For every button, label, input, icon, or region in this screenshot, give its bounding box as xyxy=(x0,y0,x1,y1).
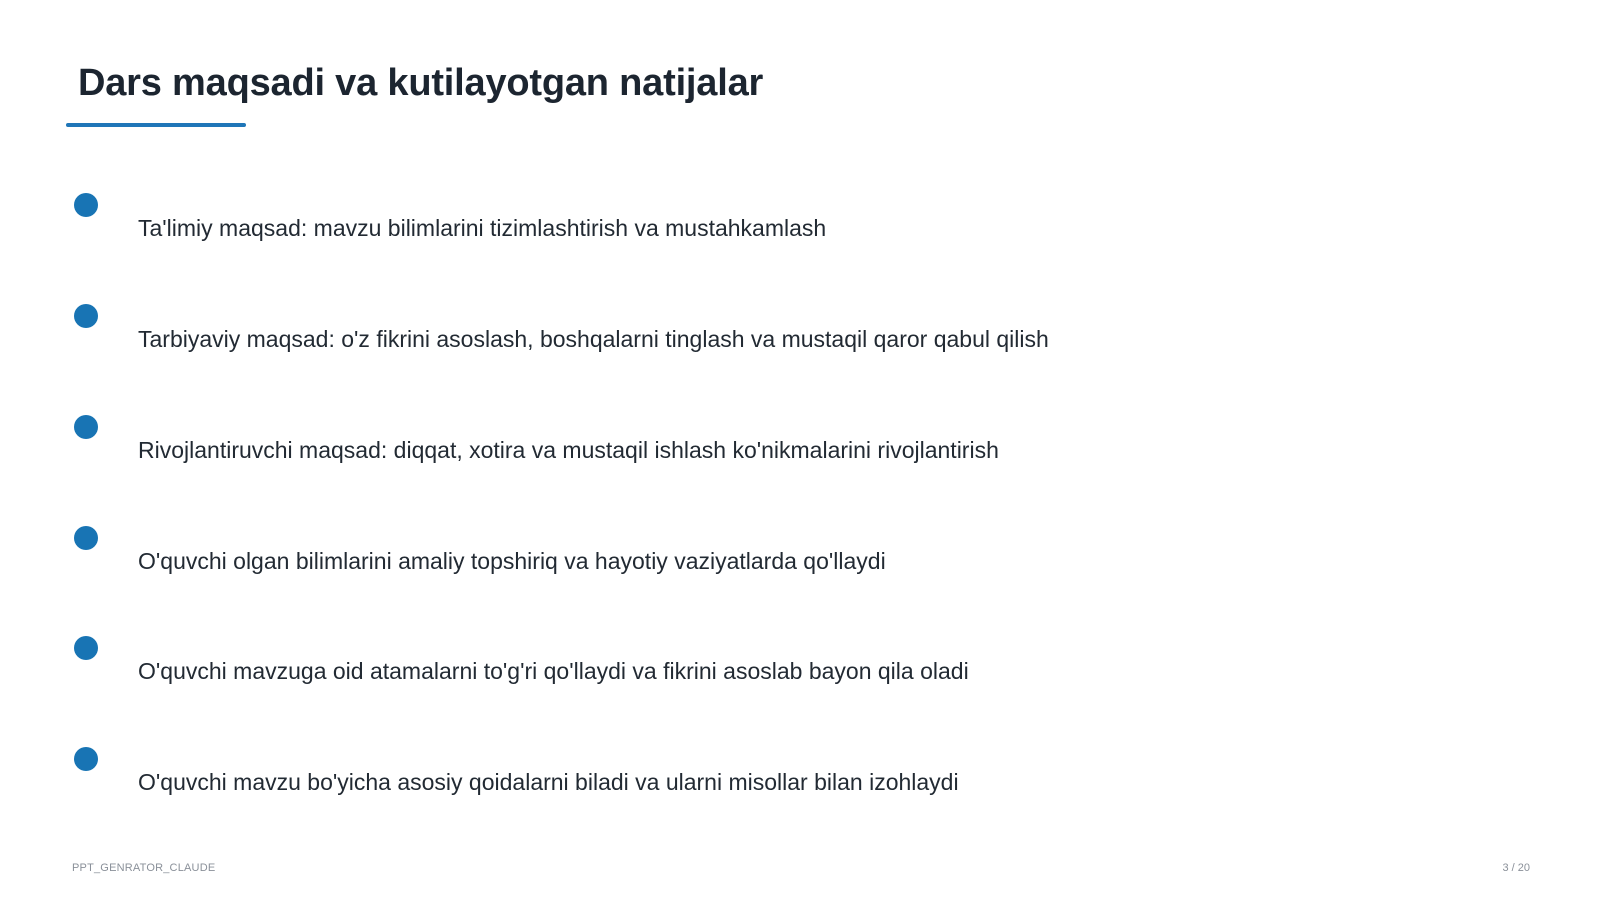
list-item xyxy=(0,636,1600,696)
list-item xyxy=(0,304,1600,364)
bullet-text: Tarbiyaviy maqsad: o'z fikrini asoslash, boshqalarni tinglash va mustaqil qaror qabul qilish xyxy=(138,326,1049,352)
footer-generator-label: PPT_GENRATOR_CLAUDE xyxy=(72,862,216,874)
bullet-text: O'quvchi mavzu bo'yicha asosiy qoidalarni biladi va ularni misollar bilan izohlaydi xyxy=(138,769,959,795)
bullet-text: Ta'limiy maqsad: mavzu bilimlarini tizimlashtirish va mustahkamlash xyxy=(138,215,827,241)
bullet-dot-icon xyxy=(74,304,98,328)
bullet-dot-icon xyxy=(74,526,98,550)
slide-title: Dars maqsadi va kutilayotgan natijalar xyxy=(78,62,764,104)
list-item xyxy=(0,526,1600,586)
bullet-dot-icon xyxy=(74,193,98,217)
list-item xyxy=(0,415,1600,475)
bullet-dot-icon xyxy=(74,636,98,660)
bullet-dot-icon xyxy=(74,747,98,771)
list-item xyxy=(0,193,1600,253)
page-indicator: 3 / 20 xyxy=(1502,862,1530,874)
bullet-text: O'quvchi mavzuga oid atamalarni to'g'ri qo'llaydi va fikrini asoslab bayon qila oladi xyxy=(138,658,969,684)
list-item xyxy=(0,747,1600,807)
bullet-dot-icon xyxy=(74,415,98,439)
bullet-text: Rivojlantiruvchi maqsad: diqqat, xotira va mustaqil ishlash ko'nikmalarini rivojlantirish xyxy=(138,437,999,463)
bullet-text: O'quvchi olgan bilimlarini amaliy topshiriq va hayotiy vaziyatlarda qo'llaydi xyxy=(138,548,886,574)
